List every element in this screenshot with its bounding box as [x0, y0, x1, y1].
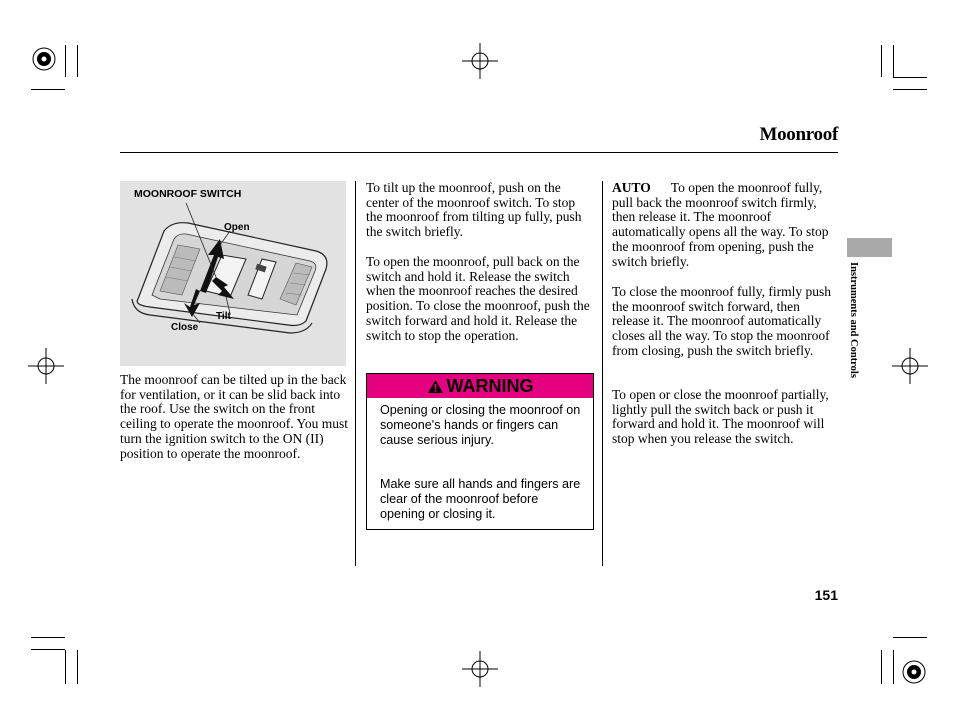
section-tab-marker: [847, 238, 892, 257]
label-tilt: Tilt: [216, 311, 231, 322]
warning-text-2: Make sure all hands and fingers are clear of the moonroof before opening or closing it.: [380, 477, 581, 521]
auto-label: AUTO: [612, 180, 651, 195]
label-open: Open: [224, 222, 250, 233]
label-close: Close: [171, 322, 199, 333]
tilt-paragraph: To tilt up the moonroof, push on the center of the moonroof switch. To stop the moonroof from tilting up fully, push the switch briefly.: [366, 180, 582, 240]
warning-text-1: Opening or closing the moonroof on someone's hands or fingers can cause serious injury.: [380, 403, 581, 447]
open-close-paragraph: To open the moonroof, pull back on the switch and hold it. Release the switch when the moonroof reaches the desired position. To close the moonroof, push the switch forward and hold it. Release the switch to stop the operation.: [366, 254, 590, 343]
column-divider: [602, 181, 603, 566]
moonroof-switch-illustration: [120, 181, 346, 366]
page-number: 151: [814, 587, 838, 603]
partial-paragraph: To open or close the moonroof partially, lightly pull the switch back or push it forward and hold it. The moonroof will stop when you release the switch.: [612, 387, 829, 447]
warning-heading: WARNING: [446, 375, 534, 396]
auto-text: To open the moonroof fully, pull back the moonroof switch firmly, then release it. The moonroof automatically opens all the way. To stop the moonroof from opening, push the switch briefly.: [612, 180, 829, 269]
section-tab-label: Instruments and Controls: [848, 262, 859, 378]
figure-caption: MOONROOF SWITCH: [134, 188, 242, 200]
moonroof-switch-figure: [120, 181, 346, 366]
warning-box: [366, 373, 594, 530]
title-rule: [120, 152, 838, 153]
warning-header: [367, 374, 593, 398]
starburst-target-icon: [903, 661, 925, 683]
column-divider: [355, 181, 356, 566]
auto-paragraph: [612, 181, 840, 269]
close-fully-paragraph: To close the moonroof fully, firmly push the moonroof switch forward, then release it. The moonroof automatically closes all the way. To stop the moonroof from closing, push the switch briefly.: [612, 284, 832, 358]
starburst-target-icon: [33, 48, 55, 70]
intro-paragraph: The moonroof can be tilted up in the back for ventilation, or it can be slid back into the roof. Use the switch on the front ceiling to operate the moonroof. You must turn the ignition switch to the ON (II) position to operate the moonroof.: [120, 372, 348, 461]
warning-triangle-icon: [427, 379, 444, 394]
page-title: Moonroof: [759, 124, 838, 145]
